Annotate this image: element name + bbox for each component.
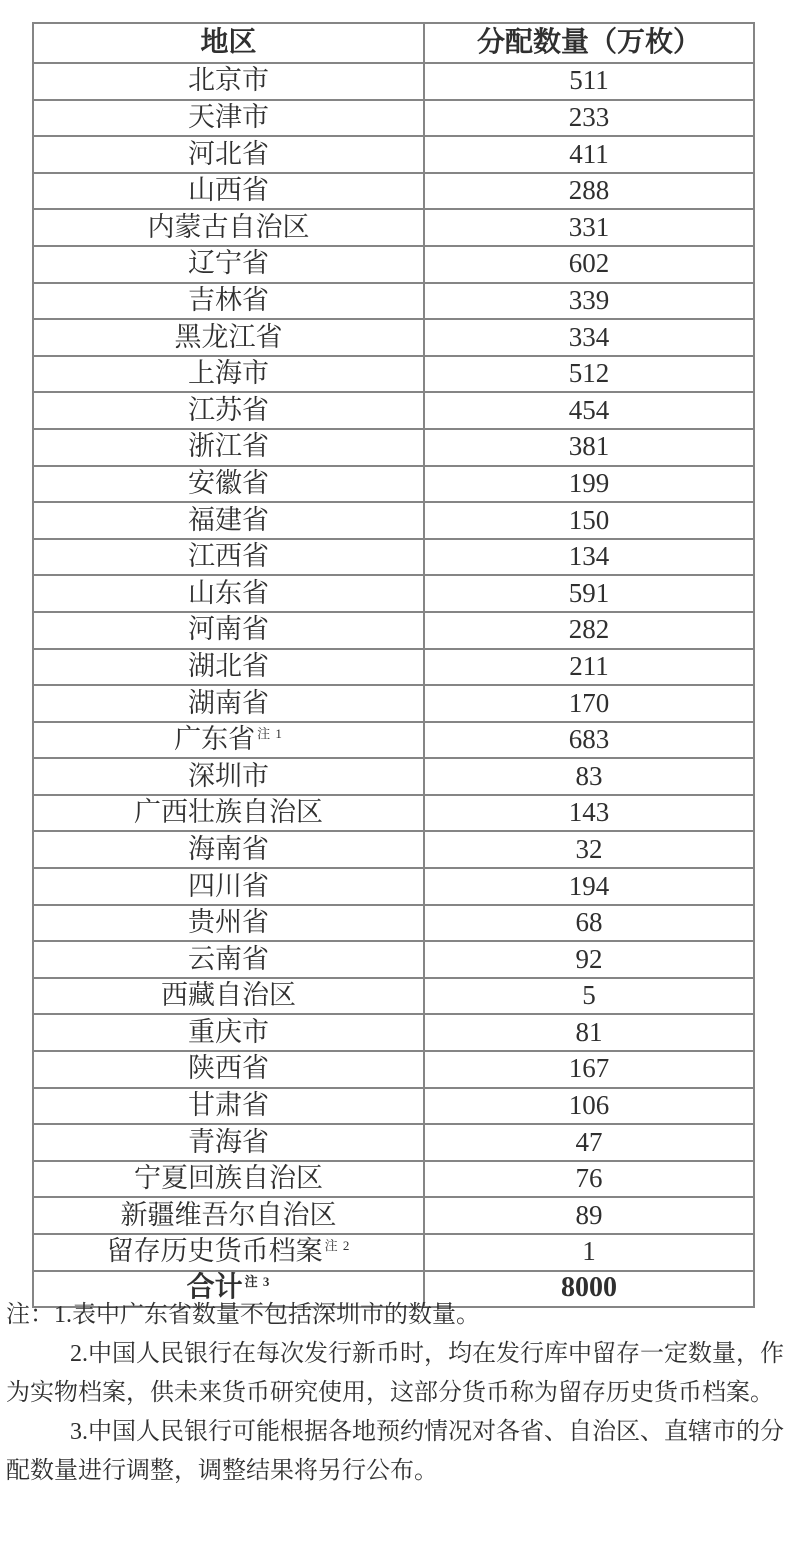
notes-section [6,1296,794,1491]
region-cell [33,1124,424,1161]
region-cell [33,868,424,905]
region-label: 浙江省 [188,431,269,462]
region-cell [33,758,424,795]
table-row [33,502,754,539]
region-cell [33,1234,424,1271]
amount-cell: 81 [424,1014,754,1051]
amount-cell: 591 [424,575,754,612]
region-cell [33,1051,424,1088]
amount-cell: 5 [424,978,754,1015]
region-cell [33,978,424,1015]
region-cell [33,1088,424,1125]
amount-cell: 233 [424,100,754,137]
region-label: 陕西省 [188,1053,269,1084]
amount-cell: 89 [424,1197,754,1234]
region-cell [33,795,424,832]
region-label: 河北省 [188,138,269,169]
amount-cell: 150 [424,502,754,539]
region-label: 深圳市 [188,760,269,791]
region-cell [33,941,424,978]
table-row [33,136,754,173]
table-row [33,1014,754,1051]
region-label: 安徽省 [188,467,269,498]
table-row [33,539,754,576]
region-cell [33,100,424,137]
region-cell [33,685,424,722]
region-label: 江西省 [188,541,269,572]
table-row [33,1197,754,1234]
amount-cell: 68 [424,905,754,942]
amount-cell: 199 [424,466,754,503]
region-label: 北京市 [188,65,269,96]
table-row [33,283,754,320]
region-label: 宁夏回族自治区 [134,1163,323,1194]
region-label: 贵州省 [188,907,269,938]
amount-cell: 411 [424,136,754,173]
table-row [33,1051,754,1088]
region-label: 山东省 [188,577,269,608]
region-cell [33,612,424,649]
region-cell [33,722,424,759]
region-label: 内蒙古自治区 [147,211,310,242]
table-row [33,978,754,1015]
amount-cell: 170 [424,685,754,722]
table-row [33,722,754,759]
amount-cell: 211 [424,649,754,686]
table-row [33,649,754,686]
amount-cell: 683 [424,722,754,759]
note-superscript: 注 2 [324,1238,351,1254]
header-region: 地区 [33,23,424,63]
amount-cell: 83 [424,758,754,795]
region-cell [33,831,424,868]
region-label: 云南省 [188,943,269,974]
region-cell [33,502,424,539]
table-row [33,1161,754,1198]
region-cell [33,539,424,576]
region-label: 上海市 [188,358,269,389]
region-label: 留存历史货币档案 [106,1236,323,1267]
table-row [33,1234,754,1271]
region-cell [33,356,424,393]
region-cell [33,209,424,246]
amount-cell: 454 [424,392,754,429]
region-label: 天津市 [188,102,269,133]
region-cell [33,429,424,466]
table-row [33,758,754,795]
amount-cell: 282 [424,612,754,649]
table-row [33,173,754,210]
amount-cell: 106 [424,1088,754,1125]
amount-cell: 512 [424,356,754,393]
region-label: 甘肃省 [188,1090,269,1121]
region-cell [33,905,424,942]
table-row [33,612,754,649]
region-cell [33,63,424,100]
amount-cell: 8000 [424,1271,754,1308]
amount-cell: 1 [424,1234,754,1271]
region-label: 西藏自治区 [161,980,296,1011]
region-cell [33,246,424,283]
table-header-row [33,23,754,63]
table-row [33,905,754,942]
region-cell [33,319,424,356]
table-row [33,429,754,466]
table-row [33,63,754,100]
region-cell [33,136,424,173]
table-row [33,319,754,356]
table-row [33,1124,754,1161]
region-label: 吉林省 [188,285,269,316]
amount-cell: 381 [424,429,754,466]
note-2: 2.中国人民银行在每次发行新币时，均在发行库中留存一定数量，作为实物档案，供未来货币研究使用，这部分货币称为留存历史货币档案。 [6,1341,784,1406]
region-label: 合计 [186,1272,243,1304]
table-row [33,100,754,137]
amount-cell: 47 [424,1124,754,1161]
table-body [33,63,754,1307]
table-row [33,209,754,246]
amount-cell: 288 [424,173,754,210]
amount-cell: 602 [424,246,754,283]
table-row [33,392,754,429]
region-cell [33,173,424,210]
region-label: 湖南省 [188,687,269,718]
table-row [33,831,754,868]
allocation-table [32,22,755,1308]
region-label: 新疆维吾尔自治区 [120,1199,337,1230]
region-cell [33,392,424,429]
region-label: 广东省 [174,724,256,755]
region-label: 广西壮族自治区 [134,797,323,828]
amount-cell: 167 [424,1051,754,1088]
region-label: 四川省 [188,870,269,901]
amount-cell: 334 [424,319,754,356]
amount-cell: 339 [424,283,754,320]
region-label: 江苏省 [188,394,269,425]
note-superscript: 注 3 [244,1274,271,1290]
amount-cell: 92 [424,941,754,978]
region-label: 黑龙江省 [174,321,283,352]
region-label: 福建省 [188,504,269,535]
region-cell [33,1197,424,1234]
table-row [33,246,754,283]
amount-cell: 32 [424,831,754,868]
table-row [33,1088,754,1125]
table-row [33,868,754,905]
region-cell [33,575,424,612]
note-1: 注：1.表中广东省数量不包括深圳市的数量。 [6,1302,480,1328]
region-cell [33,283,424,320]
region-cell [33,649,424,686]
amount-cell: 76 [424,1161,754,1198]
region-label: 重庆市 [188,1016,269,1047]
amount-cell: 331 [424,209,754,246]
table-row [33,356,754,393]
note-3: 3.中国人民银行可能根据各地预约情况对各省、自治区、直辖市的分配数量进行调整，调整结果将另行公布。 [6,1419,784,1484]
region-label: 河南省 [188,614,269,645]
table-row [33,466,754,503]
region-label: 山西省 [188,175,269,206]
region-label: 辽宁省 [188,248,269,279]
table-row [33,941,754,978]
region-cell [33,1014,424,1051]
table-row [33,575,754,612]
table-row [33,795,754,832]
note-superscript: 注 1 [257,726,283,742]
table-row [33,685,754,722]
region-cell [33,1161,424,1198]
header-amount: 分配数量（万枚） [424,23,754,63]
region-label: 青海省 [188,1126,269,1157]
region-label: 海南省 [188,833,269,864]
region-cell [33,466,424,503]
region-label: 湖北省 [188,650,269,681]
amount-cell: 511 [424,63,754,100]
amount-cell: 134 [424,539,754,576]
amount-cell: 194 [424,868,754,905]
amount-cell: 143 [424,795,754,832]
